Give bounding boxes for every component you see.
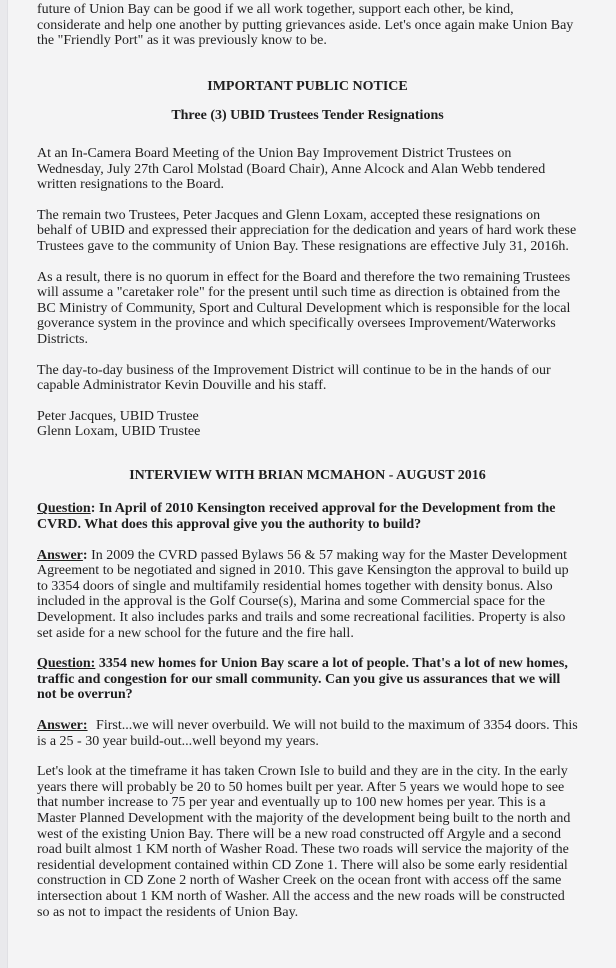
intro-paragraph: future of Union Bay can be good if we all work together, support each other, be kind, considerate and help one another by putting grievances aside. Let's once again make Union Bay the "Friendly Port" as it was previously know to be. [37, 2, 574, 49]
question-2 [37, 656, 578, 703]
interview-closing-paragraph: Let's look at the timeframe it has taken Crown Isle to build and they are in the city. In the early years there will probably be 20 to 50 homes built per year. After 5 years we would hope to see that number increase to 75 per year and eventually up to 100 new homes per year. This is a Master Planned Development with the majority of the development being built to the north and west of the existing Union Bay. There will be a new road constructed off Argyle and a second road built almost 1 KM north of Washer Road. These two roads will service the majority of the residential development contained within CD Zone 1. There will also be some early residential construction in CD Zone 2 north of Washer Creek on the ocean front with access off the same intersection about 1 KM north of Washer. All the access and the new roads will be constructed so as not to impact the residents of Union Bay. [37, 764, 571, 920]
notice-paragraph-remaining-trustees: The remain two Trustees, Peter Jacques and Glenn Loxam, accepted these resignations on behalf of UBID and expressed their appreciation for the dedication and years of hard work these Trustees gave to the community of Union Bay. These resignations are effective July 31, 2016h. [37, 207, 577, 254]
answer-1 [37, 548, 578, 642]
answer-2-label: Answer: [37, 718, 88, 733]
interview-heading: INTERVIEW WITH BRIAN MCMAHON - AUGUST 2016 [129, 467, 486, 483]
document-page [37, 2, 578, 935]
question-1-text: : In April of 2010 Kensington received approval for the Development from the CVRD. What does this approval give you the authority to build? [37, 501, 556, 533]
notice-paragraph-meeting: At an In-Camera Board Meeting of the Union Bay Improvement District Trustees on Wednesday, July 27th Carol Molstad (Board Chair), Anne Alcock and Alan Webb tendered written resignations to the Board. [37, 145, 546, 193]
signature-block [37, 409, 578, 440]
notice-subheading: Three (3) UBID Trustees Tender Resignations [171, 108, 444, 124]
signature-peter-jacques: Peter Jacques, UBID Trustee [37, 408, 199, 424]
signature-glenn-loxam: Glenn Loxam, UBID Trustee [37, 424, 201, 440]
answer-1-text: In 2009 the CVRD passed Bylaws 56 & 57 making way for the Master Development Agreement to be negotiated and signed in 2010. This gave Kensington the approval to build up to 3354 doors of single and multifamily residential homes together with density bonus. Also included in the approval is the Golf Course(s), Marina and some Commercial space for the Development. It also includes parks and trails and some recreational facilities. Property is also set aside for a new school for the future and the fire hall. [37, 547, 569, 641]
answer-2-text: First...we will never overbuild. We will not build to the maximum of 3354 doors. This is a 25 - 30 year build-out...well beyond my years. [37, 718, 578, 749]
page-edge-strip [0, 0, 8, 968]
answer-1-label: Answer [37, 547, 83, 563]
question-2-text: 3354 new homes for Union Bay scare a lot of people. That's a lot of new homes, traffic and congestion for our small community. Can you give us assurances that we will not be overrun? [37, 656, 568, 703]
answer-2 [37, 718, 578, 749]
notice-paragraph-no-quorum: As a result, there is no quorum in effect for the Board and therefore the two remaining Trustees will assume a "caretaker role" for the present until such time as direction is obtained from the BC Ministry of Community, Sport and Cultural Development which is responsible for the local goverance system in the province and which specifically oversees Improvement/Waterworks Districts. [37, 269, 571, 347]
notice-paragraph-day-to-day: The day-to-day business of the Improvement District will continue to be in the hands of our capable Administrator Kevin Douville and his staff. [37, 362, 551, 394]
question-2-label: Question: [37, 656, 96, 672]
question-1 [37, 501, 578, 532]
question-1-label: Question [37, 501, 91, 517]
answer-1-colon: : [82, 547, 88, 563]
notice-heading: IMPORTANT PUBLIC NOTICE [207, 78, 408, 94]
